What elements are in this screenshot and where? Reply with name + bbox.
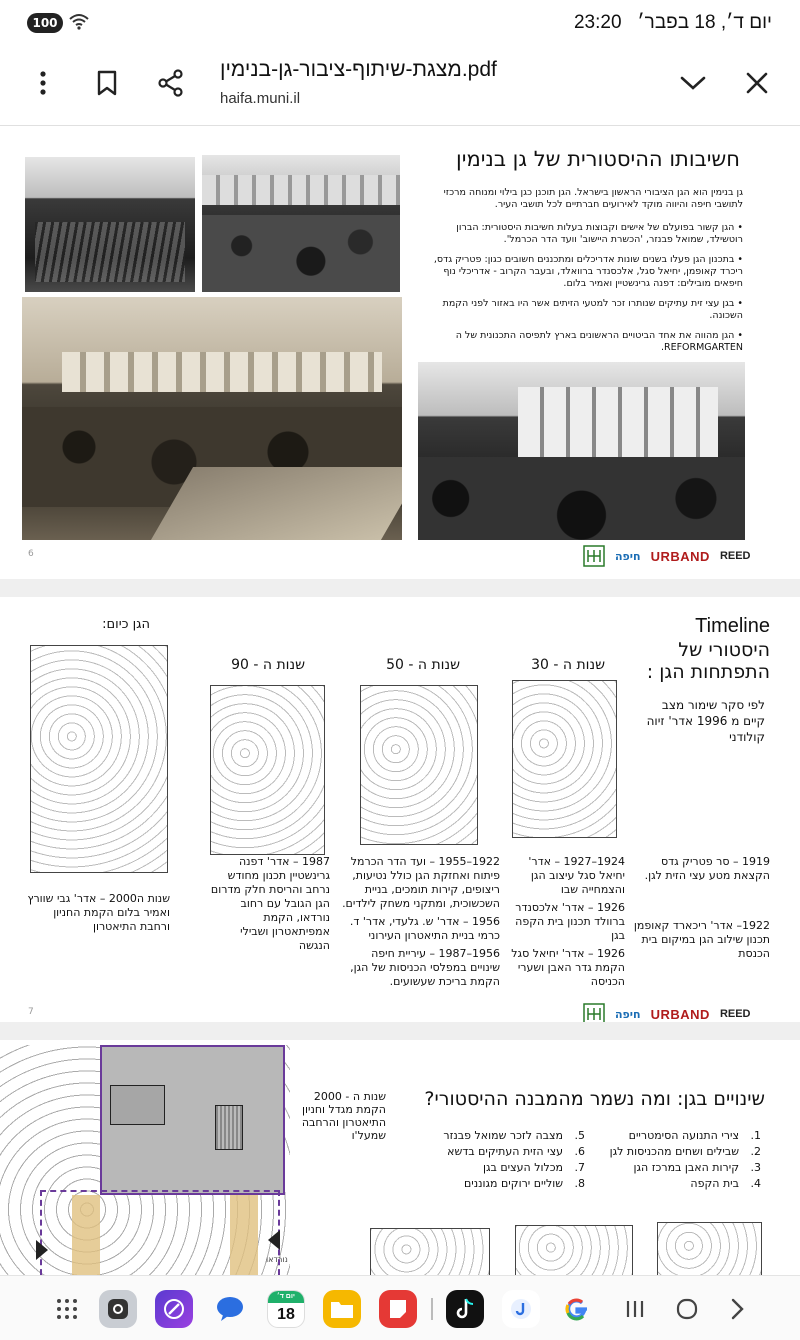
timeline-entry: 1922–1955 – ועד הדר הכרמל פיתוח ואחזקת הגן כולל נטיעות, ריצופים, קירות תומכים, בניית השכשוכית, ומתקני משחק לילדים. [342, 855, 500, 910]
survey-note: לפי סקר שימור מצב קיים מ 1996 אדר' זיוה קולודני [646, 698, 765, 744]
page6-intro: גן בנימין הוא הגן הציבורי הראשון בישראל. הגן תוכנן כגן בילוי ומנוחה מרכזי לתושבי חיפה והיווה מוקד לאירועים חברתיים לכל תושבי העיר. [443, 187, 743, 210]
reed-logo: REED [719, 1008, 751, 1020]
architect-logo-icon [583, 1003, 605, 1022]
list-item: 2.שבילים ושחים מהכניסות לגן [609, 1145, 761, 1158]
google-app-icon[interactable] [558, 1290, 596, 1328]
street-label: נורדאו [266, 1255, 288, 1264]
time-text: 23:20 [573, 12, 622, 33]
timeline-2000s: שנות ה2000 – אדר' גבי שוורץ ואמיר בלום הקמת החניון ורחבת התיאטרון [27, 892, 170, 933]
timeline-90s [210, 855, 330, 953]
list-item: 1.צירי התנועה הסימטריים [628, 1129, 761, 1142]
entrance-arrow-icon [268, 1230, 280, 1250]
home-icon[interactable] [674, 1296, 700, 1322]
clock-date [574, 12, 772, 34]
list-item: 5.מצבה לזכר שמואל פבנזר [443, 1129, 585, 1142]
more-options-icon[interactable] [28, 68, 58, 98]
document-title: מצגת-שיתוף-ציבור-גן-בנימין.pdf [220, 58, 497, 81]
app-drawer-icon[interactable] [54, 1296, 80, 1322]
page6-heading: חשיבותו ההיסטורית של גן בנימין [456, 147, 740, 171]
timeline-50s [340, 855, 500, 989]
calendar-app-icon[interactable] [267, 1290, 305, 1328]
haifa-logo: חיפה [615, 1007, 641, 1021]
page-number: 6 [28, 549, 34, 559]
page6-bullet: • בתכנון הגן פעלו בשנים שונות אדריכלים ומתכננים חשובים כגון: פטריק גדס, ריכרד קאופמן, יחיאל סגל, אלכסנדר ברוואלד, ובעבר הקרוב - אדריכלי נוף חיפאים מובילים: דפנה גרינשטיין ואמיר בלום. [433, 254, 743, 289]
site-plan-building [110, 1085, 165, 1125]
battery-indicator: 100 [27, 13, 63, 33]
preserved-list-left [415, 1128, 585, 1192]
today-label: הגן כיום: [102, 617, 150, 632]
plan-thumbnail [657, 1222, 762, 1275]
plan-30s [512, 680, 617, 838]
chevron-down-icon[interactable] [678, 68, 708, 98]
calendar-day: 18 [277, 1306, 295, 1323]
timeline-entry: 1924–1927 – אדר' יחיאל סגל עיצוב הגן והצמחייה שבו [528, 855, 625, 896]
plan-today [30, 645, 168, 873]
viewer-toolbar [0, 46, 800, 126]
site-plan-path [230, 1195, 258, 1275]
plan-thumbnail [515, 1225, 633, 1275]
historic-photo-panorama [22, 297, 402, 540]
page6-bullets [425, 222, 743, 362]
partner-logos [583, 545, 751, 567]
timeline-title: Timeline [695, 615, 770, 637]
notes-app-icon[interactable] [379, 1290, 417, 1328]
page6-bullet: • הגן קשור בפועלם של אישים וקבוצות בעלות חשיבות היסטורית: הברון רוטשילד, שמואל פבנזר, 'הכשרת היישוב' וועד הדר הכרמל'. [456, 222, 743, 245]
pdf-page-6 [0, 127, 800, 579]
timeline-entry: 1987 – אדר' דפנה גרינשטיין תכנון מחודש נרחב והריסת חלק מדרום הגן הגובל עם רחוב נורדאו, הקמת אמפיתאטרון ושבילי הנגשה [210, 855, 330, 952]
back-icon[interactable] [724, 1296, 750, 1322]
page-number: 7 [28, 1007, 34, 1017]
historic-photo-neighborhood [202, 155, 400, 292]
urband-logo: URBAND [650, 548, 710, 564]
messages-app-icon[interactable] [211, 1290, 249, 1328]
note-2000s: שנות ה - 2000 הקמת מגדל וחניון התיאטרון והרחבה שמעל'ו [301, 1090, 386, 1142]
pdf-document-area[interactable] [0, 127, 800, 1275]
architect-logo-icon [583, 545, 605, 567]
share-icon[interactable] [156, 68, 186, 98]
timeline-1919: 1919 – סר פטריק גדס הקצאת מטע עצי הזית לגן. [644, 855, 770, 882]
camera-app-icon[interactable] [99, 1290, 137, 1328]
timeline-entry: 1926 – אדר' יחיאל סגל הקמת גדר האבן ושערי הכניסה [511, 947, 625, 988]
plan-thumbnail [370, 1228, 490, 1275]
page8-heading: שינויים בגן: ומה נשמר מהמבנה ההיסטורי? [424, 1088, 765, 1110]
timeline-subtitle: היסטורי של התפתחות הגן : [646, 639, 770, 683]
dock-divider [431, 1298, 433, 1320]
status-bar [0, 0, 800, 46]
jobs-app-icon[interactable] [502, 1290, 540, 1328]
browser-app-icon[interactable] [155, 1290, 193, 1328]
timeline-entry: 1956–1987 – עיריית חיפה שינויים במפלסי הכניסות של הגן, הקמת בריכת שעשועים. [350, 947, 500, 988]
haifa-logo: חיפה [615, 549, 641, 563]
site-plan-path [72, 1195, 100, 1275]
decade-50s: שנות ה - 50 [386, 657, 460, 673]
decade-90s: שנות ה - 90 [231, 657, 305, 673]
calendar-month: יום ד׳ [268, 1291, 304, 1303]
wifi-icon [68, 12, 90, 36]
site-plan-theater [215, 1105, 243, 1150]
timeline-30s [505, 855, 625, 989]
list-item: 4.בית הקפה [690, 1177, 761, 1190]
plan-50s [360, 685, 478, 845]
partner-logos [583, 1003, 751, 1022]
recent-apps-icon[interactable] [622, 1296, 648, 1322]
bottom-navigation-bar [0, 1275, 800, 1340]
site-plan-map [0, 1045, 290, 1275]
page6-bullet: • הגן מהווה את אחד הביטויים הראשונים בארץ לתפיסה התכנונית של ה REFORMGARTEN. [455, 330, 743, 353]
timeline-entry: 1926 – אדר' אלכסנדר ברוולד תכנון בית הקפה בגן [515, 901, 625, 942]
date-text: יום ד׳, 18 בפבר׳ [637, 12, 772, 33]
timeline-entry: 1956 – אדר' ש. גלעדי, אדר' ד. כרמי בניית התיאטרון העירוני [349, 915, 500, 942]
list-item: 6.עצי הזית העתיקים בדשא [447, 1145, 585, 1158]
close-icon[interactable] [742, 68, 772, 98]
bookmark-icon[interactable] [92, 68, 122, 98]
list-item: 8.שוליים ירוקים מגוננים [463, 1177, 585, 1190]
urband-logo: URBAND [650, 1006, 710, 1022]
timeline-1922: 1922– אדר' ריכארד קאופמן תכנון שילוב הגן במיקום בית הכנסת [633, 919, 770, 960]
tiktok-app-icon[interactable] [446, 1290, 484, 1328]
list-item: 3.קירות האבן במרכז הגן [633, 1161, 761, 1174]
historic-photo-garden-buildings [418, 362, 745, 540]
historic-photo-garden-bench [25, 157, 195, 292]
files-app-icon[interactable] [323, 1290, 361, 1328]
plan-90s [210, 685, 325, 855]
pdf-page-7 [0, 597, 800, 1022]
page6-bullet: • בגן עצי זית עתיקים שנותרו זכר למטעי הזיתים אשר היו באזור לפני הקמת השכונה. [442, 298, 743, 321]
entrance-arrow-icon [36, 1240, 48, 1260]
document-source: haifa.muni.il [220, 90, 301, 107]
reed-logo: REED [719, 550, 751, 562]
preserved-list-right [596, 1128, 761, 1192]
pdf-page-8 [0, 1040, 800, 1275]
decade-30s: שנות ה - 30 [531, 657, 605, 673]
list-item: 7.מכלול העצים בגן [482, 1161, 585, 1174]
